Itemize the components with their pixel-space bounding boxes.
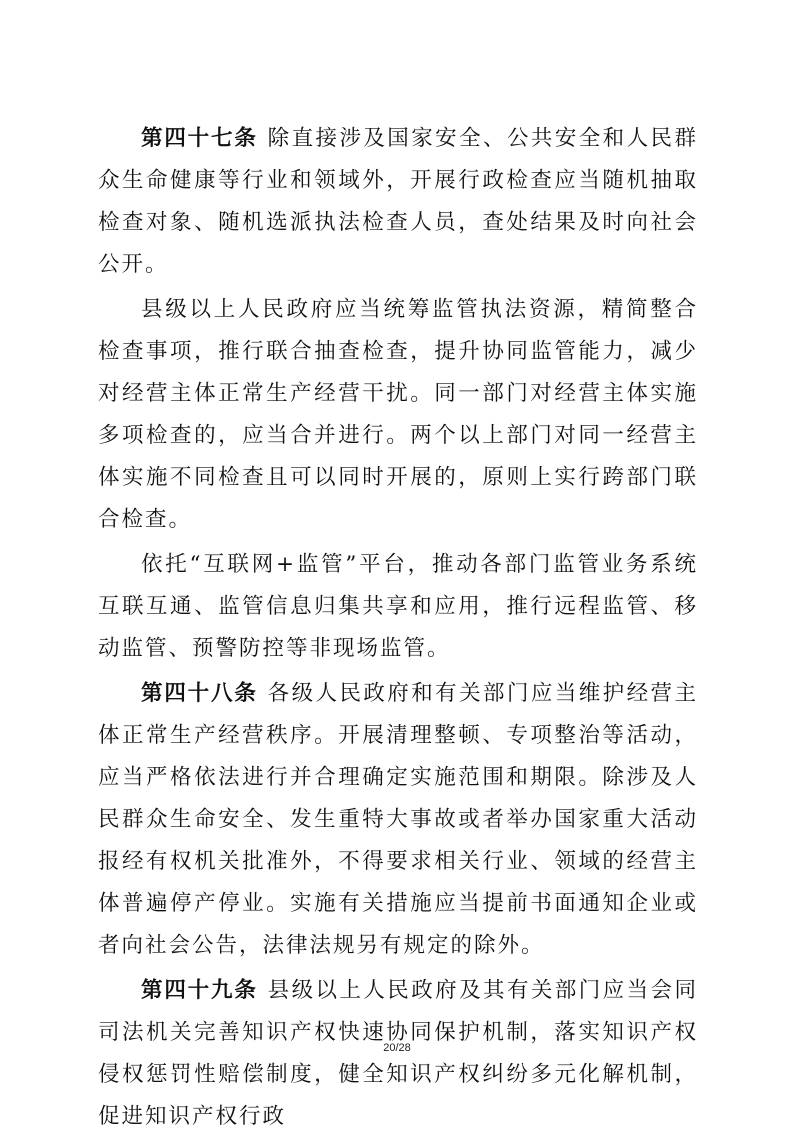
article-47-text-1: 除直接涉及国家安全、公共安全和人民群众生命健康等行业和领域外，开展行政检查应当随机抽取检查对象、随机选派执法检查人员，查处结果及时向社会公开。 [98, 126, 698, 277]
article-49-paragraph-1 [98, 970, 698, 1138]
article-47-paragraph-1 [98, 118, 698, 286]
article-47-heading: 第四十七条 [141, 126, 258, 151]
article-47-paragraph-3 [98, 544, 698, 670]
article-48-text-1: 各级人民政府和有关部门应当维护经营主体正常生产经营秩序。开展清理整顿、专项整治等活动，应当严格依法进行并合理确定实施范围和期限。除涉及人民群众生命安全、发生重特大事故或者举办国家重大活动报经有权机关批准外，不得要求相关行业、领域的经营主体普遍停产停业。实施有关措施应当提前书面通知企业或者向社会公告，法律法规另有规定的除外。 [98, 681, 698, 958]
article-47-text-2: 县级以上人民政府应当统筹监管执法资源，精简整合检查事项，推行联合抽查检查，提升协同监管能力，减少对经营主体正常生产经营干扰。同一部门对经营主体实施多项检查的，应当合并进行。两个以上部门对同一经营主体实施不同检查且可以同时开展的，原则上实行跨部门联合检查。 [98, 297, 698, 532]
page-number: 20/28 [383, 1042, 411, 1054]
article-49-heading: 第四十九条 [141, 978, 258, 1003]
article-49-text-1: 县级以上人民政府及其有关部门应当会同司法机关完善知识产权快速协同保护机制，落实知识产权侵权惩罚性赔偿制度，健全知识产权纠纷多元化解机制，促进知识产权行政 [98, 978, 698, 1129]
article-48-heading: 第四十八条 [141, 681, 258, 706]
article-47-paragraph-2 [98, 289, 698, 541]
article-48-paragraph-1 [98, 673, 698, 967]
document-page [98, 118, 698, 1138]
article-47-text-3: 依托“互联网+监管”平台，推动各部门监管业务系统互联互通、监管信息归集共享和应用，推行远程监管、移动监管、预警防控等非现场监管。 [98, 552, 698, 661]
